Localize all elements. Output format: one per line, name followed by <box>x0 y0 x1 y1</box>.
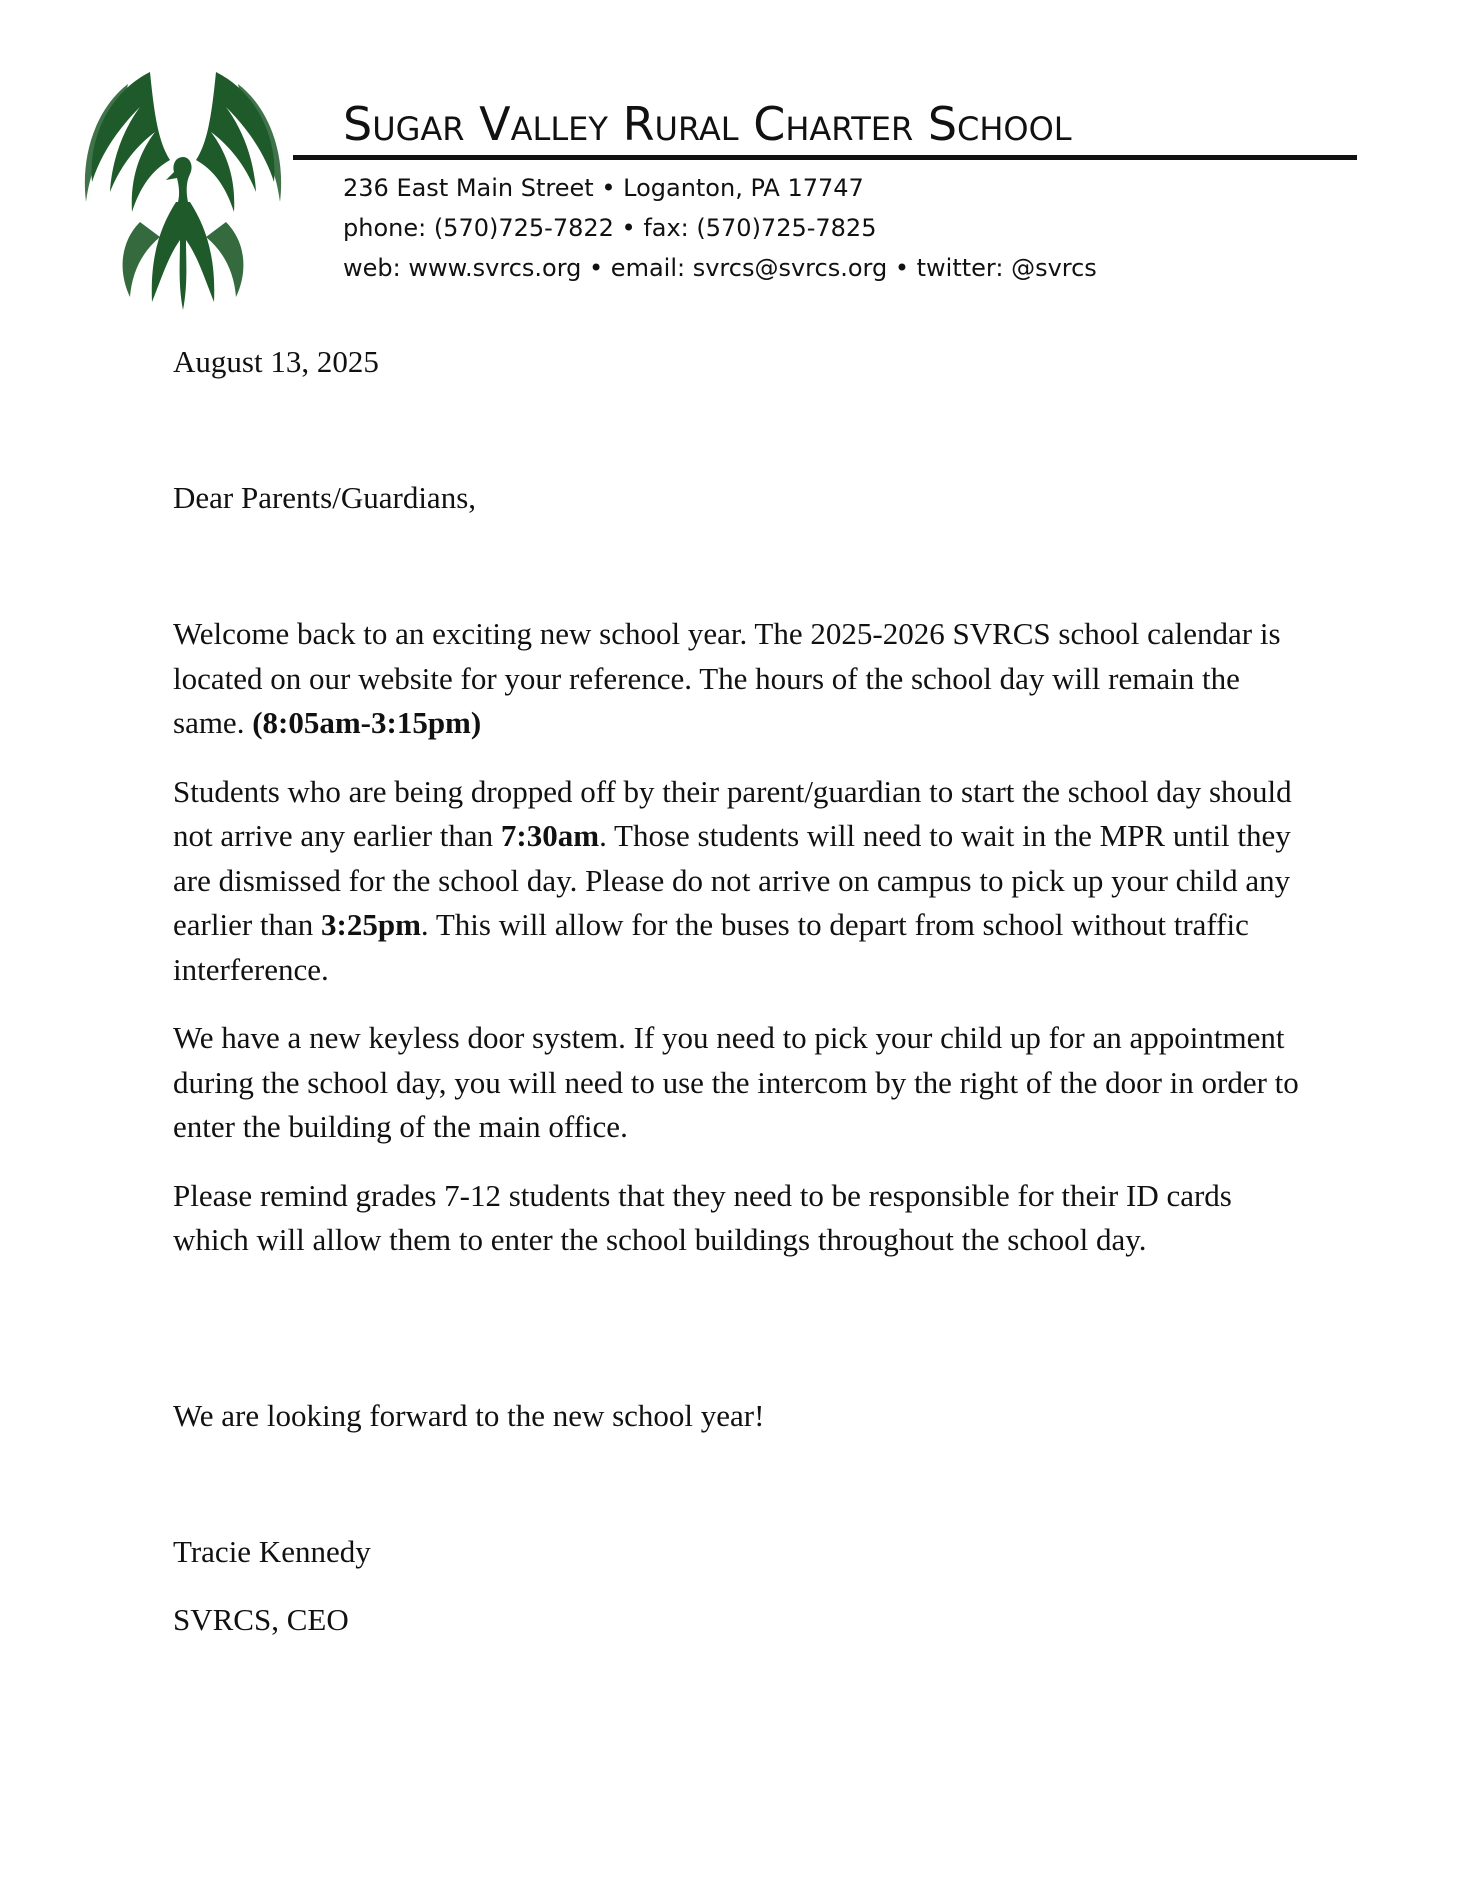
paragraph-id-cards: Please remind grades 7-12 students that they need to be responsible for their ID cards which will allow them to enter the school buildings throughout the school day. <box>173 1177 1232 1257</box>
letterhead <box>0 0 1468 320</box>
pickup-time: 3:25pm <box>321 907 421 942</box>
address-line: 236 East Main Street • Loganton, PA 17747 <box>343 174 864 202</box>
paragraph-arrival-part-c: . This will allow for the buses to depart from school without traffic interference. <box>173 907 1249 987</box>
letterhead-divider <box>293 155 1357 160</box>
dropoff-time: 7:30am <box>500 818 600 853</box>
paragraph-arrival-part-b: . Those students will need to wait in the MPR until they are dismissed for the school day. Please do not arrive on campus to pick up your child any earlier than <box>173 818 1291 942</box>
paragraph-welcome-text: Welcome back to an exciting new school year. The 2025-2026 SVRCS school calendar is located on our website for your reference. The hours of the school day will remain the same. <box>173 616 1281 740</box>
contact-block <box>343 168 1097 288</box>
phone-fax-line: phone: (570)725-7822 • fax: (570)725-7825 <box>343 214 877 242</box>
signer-title: SVRCS, CEO <box>173 1602 349 1637</box>
school-name: Sugar Valley Rural Charter School <box>343 97 1072 151</box>
school-hours: (8:05am-3:15pm) <box>252 705 482 740</box>
salutation: Dear Parents/Guardians, <box>173 480 477 515</box>
paragraph-arrival <box>173 770 1313 993</box>
letter-date: August 13, 2025 <box>173 344 379 379</box>
closing-line: We are looking forward to the new school year! <box>173 1398 765 1433</box>
paragraph-welcome <box>173 612 1313 746</box>
phoenix-logo-icon <box>80 62 286 312</box>
paragraph-door-system: We have a new keyless door system. If you need to pick your child up for an appointment during the school day, you will need to use the intercom by the right of the door in order to enter the building of the main office. <box>173 1020 1299 1144</box>
web-email-line: web: www.svrcs.org • email: svrcs@svrcs.org • twitter: @svrcs <box>343 254 1097 282</box>
signer-name: Tracie Kennedy <box>173 1534 371 1569</box>
letter-paragraphs <box>173 612 1313 1287</box>
paragraph-arrival-part-a: Students who are being dropped off by their parent/guardian to start the school day should not arrive any earlier than <box>173 773 1292 853</box>
